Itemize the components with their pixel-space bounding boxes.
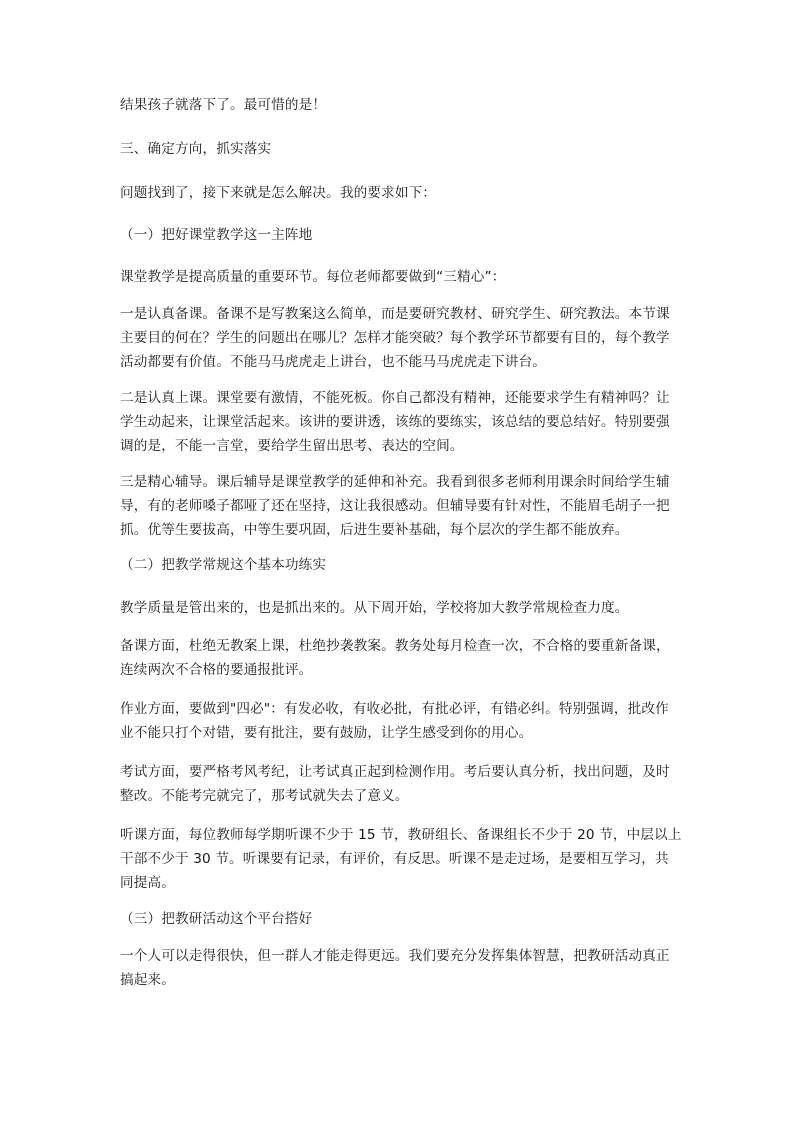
paragraph-teaching-research bbox=[120, 944, 680, 992]
text-line: 主要目的何在？学生的问题出在哪儿？怎样才能突破？每个教学环节都要有目的，每个教学 bbox=[120, 330, 670, 346]
paragraph-lesson-plans bbox=[120, 634, 680, 682]
paragraph-intro-tail bbox=[120, 93, 680, 117]
text-line: 三是精心辅导。课后辅导是课堂教学的延伸和补充。我看到很多老师利用课余时间给学生辅 bbox=[120, 474, 670, 490]
paragraph-exams bbox=[120, 760, 680, 808]
text-line: 一是认真备课。备课不是写教案这么简单，而是要研究教材、研究学生、研究教法。本节课 bbox=[120, 306, 670, 322]
text-line: 二是认真上课。课堂要有激情，不能死板。你自己都没有精神，还能要求学生有精神吗？让 bbox=[120, 390, 670, 406]
text-line: 课堂教学是提高质量的重要环节。每位老师都要做到“三精心”： bbox=[120, 269, 506, 285]
text-line: 活动都要有价值。不能马马虎虎走上讲台，也不能马马虎虎走下讲台。 bbox=[120, 354, 547, 370]
text-line: 备课方面，杜绝无教案上课，杜绝抄袭教案。教务处每月检查一次，不合格的要重新备课， bbox=[120, 638, 670, 654]
paragraph-quality-management bbox=[120, 596, 680, 620]
text-line: 整改。不能考完就完了，那考试就失去了意义。 bbox=[120, 788, 409, 804]
text-line: 连续两次不合格的要通报批评。 bbox=[120, 662, 313, 678]
text-line: 抓。优等生要拔高，中等生要巩固，后进生要补基础，每个层次的学生都不能放弃。 bbox=[120, 522, 629, 538]
text-line: 教学质量是管出来的，也是抓出来的。从下周开始，学校将加大教学常规检查力度。 bbox=[120, 600, 629, 616]
section-heading-3 bbox=[120, 137, 680, 161]
text-line: （一）把好课堂教学这一主阵地 bbox=[120, 227, 313, 243]
paragraph-lesson-prep bbox=[120, 302, 680, 374]
text-line: 三、确定方向，抓实落实 bbox=[120, 141, 272, 157]
text-line: （三）把教研活动这个平台搭好 bbox=[120, 911, 313, 927]
text-line: 听课方面，每位教师每学期听课不少于 15 节，教研组长、备课组长不少于 20 节，中层以上 bbox=[120, 827, 682, 843]
text-line: 调的是，不能一言堂，要给学生留出思考、表达的空间。 bbox=[120, 438, 464, 454]
subheading-3 bbox=[120, 907, 680, 931]
text-line: 考试方面，要严格考风考纪，让考试真正起到检测作用。考后要认真分析，找出问题，及时 bbox=[120, 764, 670, 780]
paragraph-tutoring bbox=[120, 470, 680, 542]
paragraph-three-careful bbox=[120, 265, 680, 289]
text-line: 干部不少于 30 节。听课要有记录，有评价，有反思。听课不是走过场，是要相互学习，共 bbox=[120, 851, 669, 867]
paragraph-teaching bbox=[120, 386, 680, 458]
text-line: 同提高。 bbox=[120, 875, 175, 891]
text-line: 搞起来。 bbox=[120, 972, 175, 988]
text-line: 学生动起来，让课堂活起来。该讲的要讲透，该练的要练实，该总结的要总结好。特别要强 bbox=[120, 414, 670, 430]
paragraph-observation bbox=[120, 823, 680, 895]
text-line: （二）把教学常规这个基本功练实 bbox=[120, 557, 327, 573]
text-line: 问题找到了，接下来就是怎么解决。我的要求如下： bbox=[120, 185, 437, 201]
subheading-1 bbox=[120, 223, 680, 247]
text-line: 作业方面，要做到"四必"：有发必收，有收必批，有批必评，有错必纠。特别强调，批改作 bbox=[120, 701, 669, 717]
text-line: 结果孩子就落下了。最可惜的是！ bbox=[120, 97, 327, 113]
text-line: 业不能只打个对错，要有批注，要有鼓励，让学生感受到你的用心。 bbox=[120, 725, 533, 741]
paragraph-homework bbox=[120, 697, 680, 745]
text-line: 一个人可以走得很快，但一群人才能走得更远。我们要充分发挥集体智慧，把教研活动真正 bbox=[120, 948, 670, 964]
paragraph-requirements bbox=[120, 181, 680, 205]
text-line: 导，有的老师嗓子都哑了还在坚持，这让我很感动。但辅导要有针对性，不能眉毛胡子一把 bbox=[120, 498, 670, 514]
subheading-2 bbox=[120, 553, 680, 577]
